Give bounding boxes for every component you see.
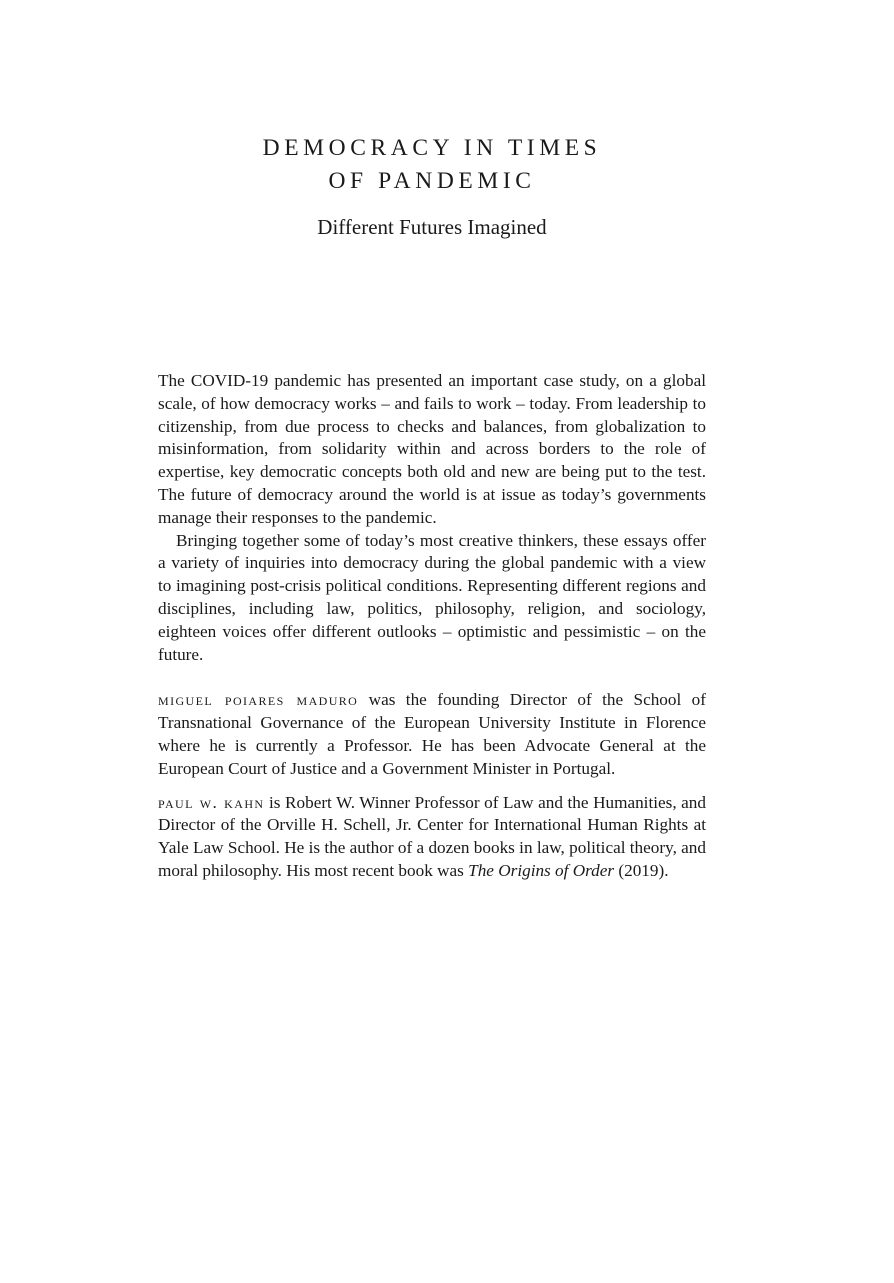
author-bio-kahn [158, 792, 706, 883]
book-subtitle: Different Futures Imagined [317, 215, 547, 239]
book-title-italic: The Origins of Order [468, 860, 615, 880]
author-bio-maduro [158, 689, 706, 780]
author-name: paul w. kahn [158, 792, 265, 812]
book-title-line-1: DEMOCRACY IN TIMES [262, 135, 602, 161]
title-block [0, 132, 864, 241]
description-paragraph-2: Bringing together some of today’s most creative thinkers, these essays offer a variety of inquiries into democracy during the global pandemic with a view to imagining post-crisis political conditions. Representing different regions and disciplines, including law, politics, philosophy, religion, and sociology, eighteen voices offer different outlooks – optimistic and pessimistic – on the future. [158, 530, 706, 664]
author-bio-text: was the founding Director of the School of Transnational Governance of the European University Institute in Florence where he is currently a Professor. He has been Advocate General at the European Court of Justice and a Government Minister in Portugal. [158, 690, 707, 778]
book-title-line-2: OF PANDEMIC [328, 168, 536, 194]
author-bio-text: is Robert W. Winner Professor of Law and the Humanities, and Director of the Orville H. Schell, Jr. Center for International Human Rights at Yale Law School. He is the author of a dozen books in law, political theory, and moral philosophy. His most recent book was [158, 792, 706, 880]
description-paragraph-1: The COVID-19 pandemic has presented an important case study, on a global scale, of how democracy works – and fails to work – today. From leadership to citizenship, from due process to checks and balances, from globalization to misinformation, from solidarity within and across borders to the role of expertise, key democratic concepts both old and new are being put to the test. The future of democracy around the world is at issue as today’s governments manage their responses to the pandemic. [158, 371, 706, 527]
author-bio-text-end: (2019). [614, 860, 669, 880]
description-block [158, 370, 706, 883]
author-name: miguel poiares maduro [158, 690, 359, 710]
